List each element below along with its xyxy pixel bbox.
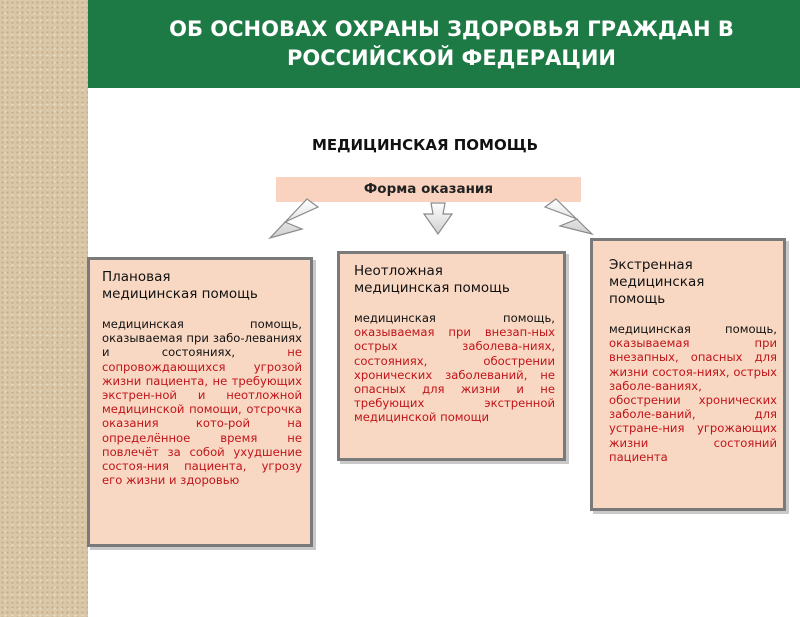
- card-title-line: медицинская помощь: [354, 280, 510, 296]
- form-of-provision-box: Форма оказания: [276, 177, 581, 202]
- card-title-line: Плановая: [102, 269, 171, 285]
- card-title: [354, 263, 555, 297]
- desc-highlight-text: не сопровождающихся угрозой жизни пациента, не требующих экстрен-ной и неотложной медицинской помощи, отсрочка оказания кото-рой на определённое время не повлечёт за собой ухудшение состоя-ния пациента, угрозу его жизни и здоровью: [102, 345, 302, 488]
- card-description: [609, 322, 777, 464]
- desc-plain-text: медицинская помощь, оказываемая при забо-леваниях и состояниях,: [102, 317, 302, 360]
- arrow-right-icon: [545, 199, 592, 234]
- card-description: [354, 311, 555, 425]
- card-title-line: помощь: [609, 291, 666, 307]
- card-title-line: Неотложная: [354, 263, 443, 279]
- desc-highlight-text: оказываемая при внезапных, опасных для жизни состоя-ниях, острых заболе-ваниях, обострении хронических заболе-ваний, для устране-ния угрожающих жизни состояний пациента: [609, 336, 777, 464]
- desc-plain-text: медицинская помощь,: [609, 322, 777, 336]
- arrow-left-icon: [270, 199, 318, 238]
- page-title-line-1: ОБ ОСНОВАХ ОХРАНЫ ЗДОРОВЬЯ ГРАЖДАН В: [169, 17, 734, 41]
- card-title-line: Экстренная: [609, 257, 693, 273]
- arrow-center-icon: [424, 203, 452, 234]
- card-planned-care: [87, 257, 313, 547]
- card-emergency-care: [590, 238, 786, 511]
- card-title: [102, 269, 302, 303]
- card-title-line: медицинская: [609, 274, 705, 290]
- desc-plain-text: медицинская помощь,: [354, 311, 555, 325]
- card-title-line: медицинская помощь: [102, 286, 258, 302]
- card-title: [609, 257, 777, 308]
- card-urgent-care: [337, 251, 566, 461]
- card-description: [102, 317, 302, 487]
- section-subtitle: МЕДИЦИНСКАЯ ПОМОЩЬ: [311, 136, 539, 154]
- page-title-line-2: РОССИЙСКОЙ ФЕДЕРАЦИИ: [286, 46, 617, 70]
- desc-highlight-text: оказываемая при внезап-ных острых заболева-ниях, состояниях, обострении хронических заболеваний, не опасных для жизни и не требующих экстренной медицинской помощи: [354, 325, 555, 425]
